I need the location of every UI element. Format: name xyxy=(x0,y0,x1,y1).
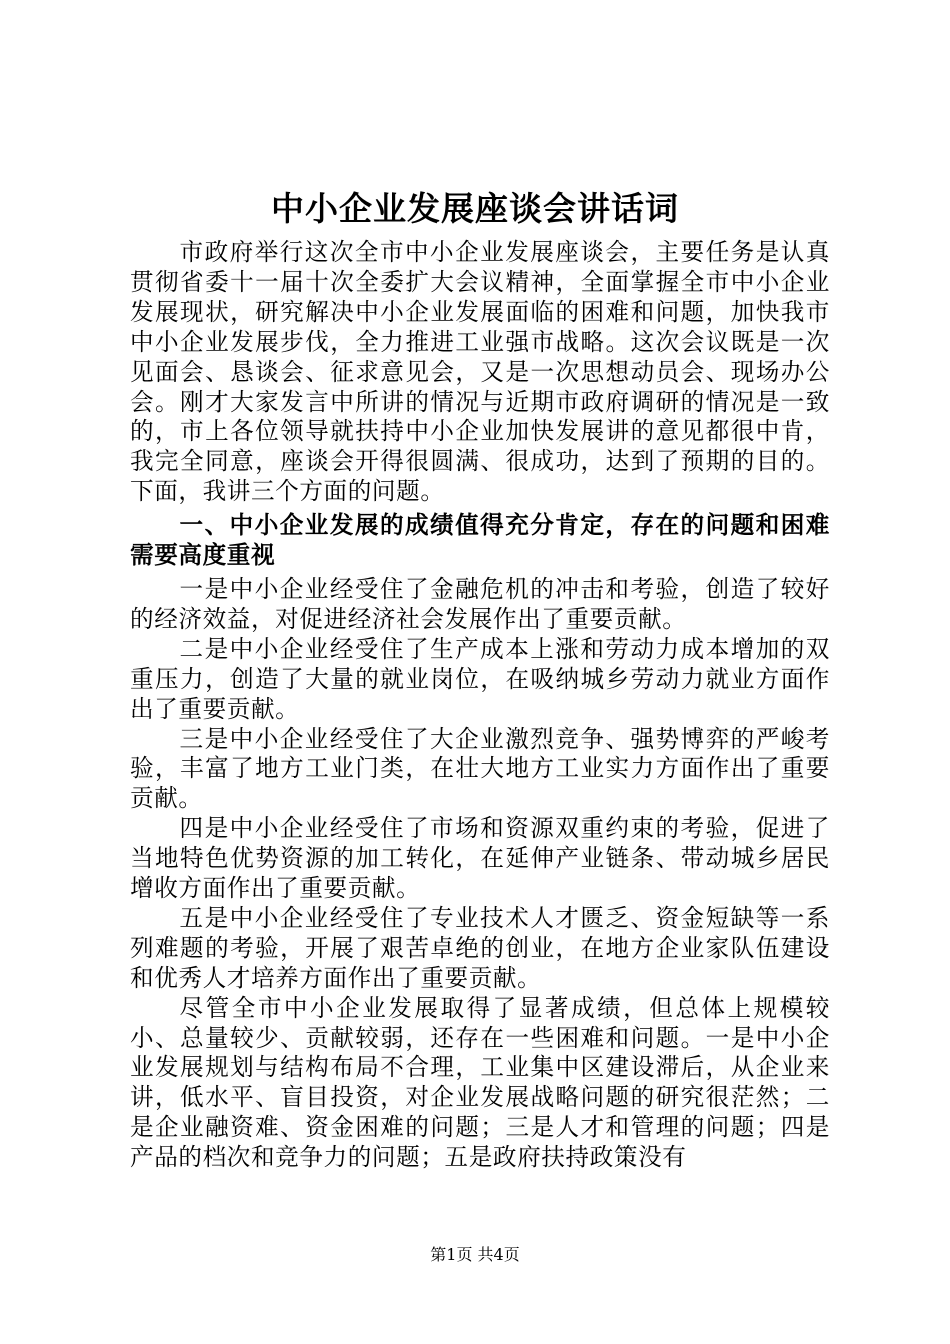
paragraph-point-1: 一是中小企业经受住了金融危机的冲击和考验，创造了较好的经济效益，对促进经济社会发展作出了重要贡献。 xyxy=(130,574,830,633)
document-title: 中小企业发展座谈会讲话词 xyxy=(271,189,679,228)
paragraph-point-3: 三是中小企业经受住了大企业激烈竞争、强势博弈的严峻考验，丰富了地方工业门类，在壮大地方工业实力方面作出了重要贡献。 xyxy=(130,724,830,813)
paragraph-intro: 市政府举行这次全市中小企业发展座谈会，主要任务是认真贯彻省委十一届十次全委扩大会议精神，全面掌握全市中小企业发展现状，研究解决中小企业发展面临的困难和问题，加快我市中小企业发展步伐，全力推进工业强市战略。这次会议既是一次见面会、恳谈会、征求意见会，又是一次思想动员会、现场办公会。刚才大家发言中所讲的情况与近期市政府调研的情况是一致的，市上各位领导就扶持中小企业加快发展讲的意见都很中肯，我完全同意，座谈会开得很圆满、很成功，达到了预期的目的。下面，我讲三个方面的问题。 xyxy=(130,238,830,506)
section-heading-1: 一、中小企业发展的成绩值得充分肯定，存在的问题和困难需要高度重视 xyxy=(130,511,830,570)
page-footer: 第1页 共4页 xyxy=(430,1245,520,1264)
paragraph-point-2: 二是中小企业经受住了生产成本上涨和劳动力成本增加的双重压力，创造了大量的就业岗位，在吸纳城乡劳动力就业方面作出了重要贡献。 xyxy=(130,634,830,723)
paragraph-problems: 尽管全市中小企业发展取得了显著成绩，但总体上规模较小、总量较少、贡献较弱，还存在一些困难和问题。一是中小企业发展规划与结构布局不合理，工业集中区建设滞后，从企业来讲，低水平、盲目投资，对企业发展战略问题的研究很茫然；二是企业融资难、资金困难的问题；三是人才和管理的问题；四是产品的档次和竞争力的问题；五是政府扶持政策没有 xyxy=(130,993,830,1172)
document-body xyxy=(130,238,830,1173)
paragraph-point-5: 五是中小企业经受住了专业技术人才匮乏、资金短缺等一系列难题的考验，开展了艰苦卓绝的创业，在地方企业家队伍建设和优秀人才培养方面作出了重要贡献。 xyxy=(130,903,830,992)
paragraph-point-4: 四是中小企业经受住了市场和资源双重约束的考验，促进了当地特色优势资源的加工转化，在延伸产业链条、带动城乡居民增收方面作出了重要贡献。 xyxy=(130,814,830,903)
